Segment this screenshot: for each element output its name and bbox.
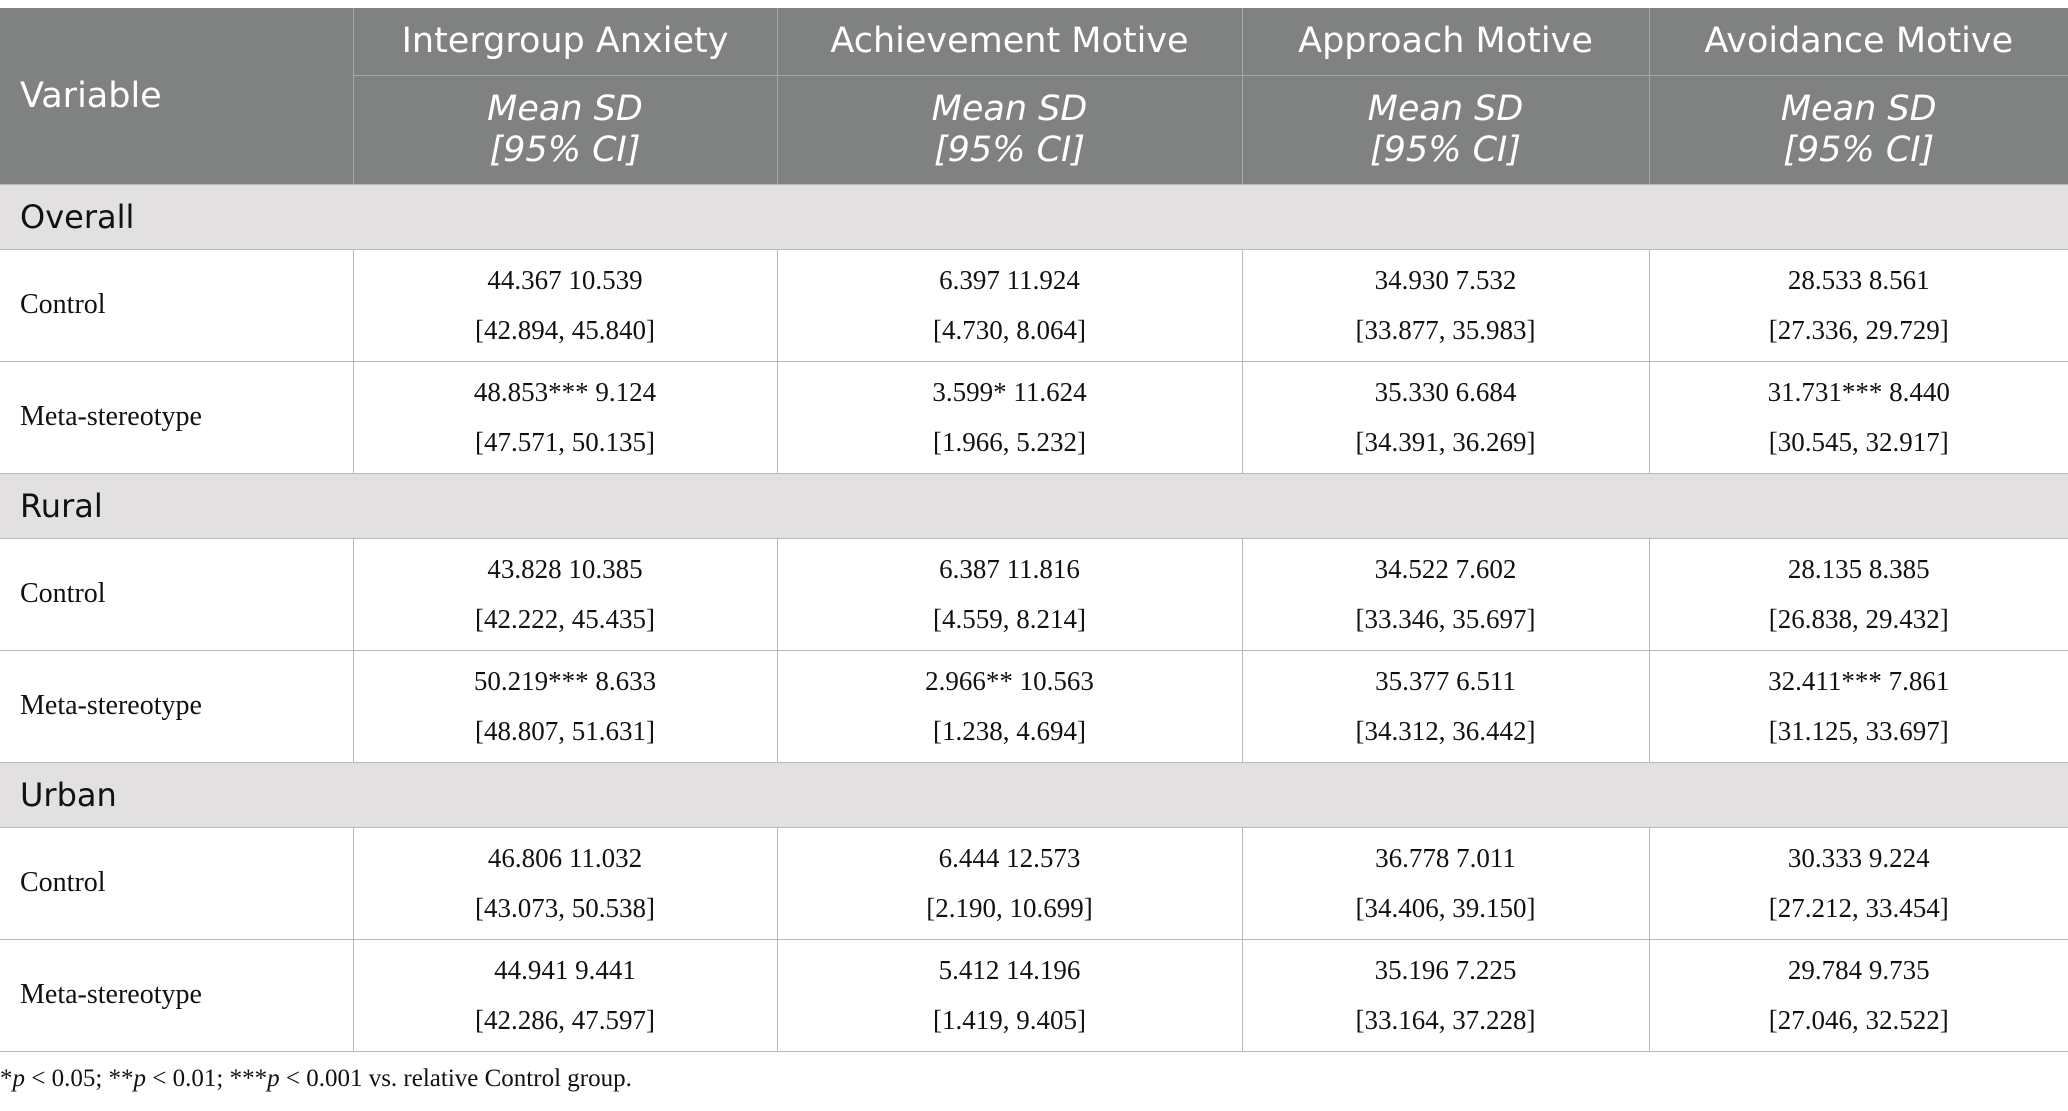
cell-ci: [33.877, 35.983] — [1355, 315, 1536, 345]
section-title: Overall — [0, 184, 2068, 249]
cell-ci: [2.190, 10.699] — [926, 893, 1093, 923]
cell-mean-sd: 6.387 11.816 — [939, 554, 1080, 584]
footnote-p: p — [133, 1065, 147, 1092]
table-cell — [777, 939, 1242, 1051]
subheader-cell — [777, 75, 1242, 184]
cell-mean-sd: 28.533 8.561 — [1787, 265, 1930, 295]
section-title: Urban — [0, 762, 2068, 827]
subheader-mean-sd: Mean SD — [931, 88, 1088, 129]
cell-mean-sd: 3.599* 11.624 — [932, 377, 1087, 407]
subheader-ci: [95% CI] — [1783, 129, 1935, 170]
cell-ci: [42.894, 45.840] — [475, 315, 655, 345]
subheader-ci: [95% CI] — [1370, 129, 1521, 170]
subheader-cell — [1242, 75, 1649, 184]
subheader-mean-sd: Mean SD — [1367, 88, 1524, 129]
cell-mean-sd: 44.941 9.441 — [494, 955, 636, 985]
cell-ci: [27.212, 33.454] — [1768, 893, 1949, 923]
table-cell — [1649, 361, 2068, 473]
cell-ci: [27.336, 29.729] — [1768, 315, 1949, 345]
section-row — [0, 473, 2068, 538]
table-cell — [777, 650, 1242, 762]
table-body — [0, 184, 2068, 1051]
column-header-intergroup-anxiety: Intergroup Anxiety — [353, 8, 777, 75]
table-footnote — [0, 1065, 632, 1093]
cell-mean-sd: 46.806 11.032 — [487, 843, 643, 873]
table-row — [0, 650, 2068, 762]
cell-ci: [31.125, 33.697] — [1768, 716, 1949, 746]
cell-mean-sd: 35.196 7.225 — [1374, 955, 1517, 985]
section-row — [0, 762, 2068, 827]
table-cell — [353, 650, 777, 762]
table-cell — [1242, 361, 1649, 473]
table-cell — [353, 249, 777, 361]
table-cell — [353, 538, 777, 650]
cell-mean-sd: 31.731*** 8.440 — [1767, 377, 1950, 407]
row-label: Control — [0, 249, 353, 361]
header-row — [0, 8, 2068, 75]
cell-mean-sd: 6.444 12.573 — [938, 843, 1081, 873]
table-row — [0, 361, 2068, 473]
cell-mean-sd: 30.333 9.224 — [1787, 843, 1930, 873]
table-cell — [1242, 249, 1649, 361]
row-label: Meta-stereotype — [0, 361, 353, 473]
table-cell — [1649, 249, 2068, 361]
table-cell — [777, 538, 1242, 650]
variable-header: Variable — [0, 8, 353, 184]
footnote-p: p — [267, 1065, 280, 1092]
footnote-text-1: < 0.05; ** — [25, 1065, 134, 1092]
table-cell — [1242, 650, 1649, 762]
cell-mean-sd: 28.135 8.385 — [1787, 554, 1930, 584]
footnote-text-3: < 0.001 vs. relative Control group. — [279, 1065, 632, 1092]
row-label: Control — [0, 827, 353, 939]
table-cell — [1242, 939, 1649, 1051]
cell-ci: [42.286, 47.597] — [475, 1005, 655, 1035]
table-row — [0, 939, 2068, 1051]
subheader-cell — [1649, 75, 2068, 184]
subheader-ci: [95% CI] — [489, 129, 641, 170]
cell-ci: [1.238, 4.694] — [933, 716, 1086, 746]
table-cell — [1242, 827, 1649, 939]
cell-ci: [30.545, 32.917] — [1768, 427, 1949, 457]
cell-ci: [34.312, 36.442] — [1355, 716, 1536, 746]
footnote-p: p — [12, 1065, 25, 1092]
row-label: Meta-stereotype — [0, 650, 353, 762]
cell-ci: [47.571, 50.135] — [475, 427, 655, 457]
table-cell — [353, 827, 777, 939]
cell-mean-sd: 29.784 9.735 — [1787, 955, 1930, 985]
cell-ci: [1.419, 9.405] — [933, 1005, 1086, 1035]
cell-ci: [43.073, 50.538] — [475, 893, 655, 923]
cell-ci: [27.046, 32.522] — [1768, 1005, 1949, 1035]
subheader-ci: [95% CI] — [934, 129, 1085, 170]
cell-mean-sd: 34.930 7.532 — [1374, 265, 1517, 295]
cell-ci: [48.807, 51.631] — [475, 716, 655, 746]
table-cell — [777, 827, 1242, 939]
table-cell — [777, 249, 1242, 361]
table-cell — [353, 939, 777, 1051]
cell-mean-sd: 34.522 7.602 — [1374, 554, 1517, 584]
column-header-avoidance-motive: Avoidance Motive — [1649, 8, 2068, 75]
column-header-achievement-motive: Achievement Motive — [777, 8, 1242, 75]
cell-mean-sd: 44.367 10.539 — [487, 265, 643, 295]
subheader-mean-sd: Mean SD — [1780, 88, 1937, 129]
table-row — [0, 538, 2068, 650]
row-label: Control — [0, 538, 353, 650]
cell-ci: [4.730, 8.064] — [933, 315, 1086, 345]
cell-mean-sd: 48.853*** 9.124 — [473, 377, 657, 407]
cell-mean-sd: 6.397 11.924 — [939, 265, 1080, 295]
subheader-mean-sd: Mean SD — [487, 88, 643, 129]
table-cell — [353, 361, 777, 473]
cell-ci: [26.838, 29.432] — [1768, 604, 1949, 634]
cell-ci: [42.222, 45.435] — [475, 604, 655, 634]
row-label: Meta-stereotype — [0, 939, 353, 1051]
footnote-star: * — [0, 1065, 13, 1092]
table-row — [0, 827, 2068, 939]
section-row — [0, 184, 2068, 249]
table-cell — [1649, 650, 2068, 762]
results-table — [0, 8, 2068, 1052]
table-cell — [777, 361, 1242, 473]
cell-ci: [1.966, 5.232] — [933, 427, 1086, 457]
cell-mean-sd: 5.412 14.196 — [938, 955, 1081, 985]
cell-mean-sd: 35.330 6.684 — [1374, 377, 1517, 407]
section-title: Rural — [0, 473, 2068, 538]
cell-ci: [34.406, 39.150] — [1355, 893, 1536, 923]
cell-ci: [33.346, 35.697] — [1355, 604, 1536, 634]
table-cell — [1649, 538, 2068, 650]
cell-ci: [4.559, 8.214] — [933, 604, 1086, 634]
column-header-approach-motive: Approach Motive — [1242, 8, 1649, 75]
cell-ci: [34.391, 36.269] — [1355, 427, 1536, 457]
table-cell — [1242, 538, 1649, 650]
subheader-cell — [353, 75, 777, 184]
cell-mean-sd: 35.377 6.511 — [1375, 666, 1516, 696]
cell-mean-sd: 36.778 7.011 — [1375, 843, 1516, 873]
cell-mean-sd: 43.828 10.385 — [487, 554, 643, 584]
cell-mean-sd: 32.411*** 7.861 — [1768, 666, 1950, 696]
cell-ci: [33.164, 37.228] — [1355, 1005, 1536, 1035]
footnote-text-2: < 0.01; *** — [146, 1065, 268, 1092]
cell-mean-sd: 2.966** 10.563 — [925, 666, 1094, 696]
table-cell — [1649, 939, 2068, 1051]
table-cell — [1649, 827, 2068, 939]
table-row — [0, 249, 2068, 361]
table-container — [0, 8, 2068, 1052]
cell-mean-sd: 50.219*** 8.633 — [473, 666, 657, 696]
